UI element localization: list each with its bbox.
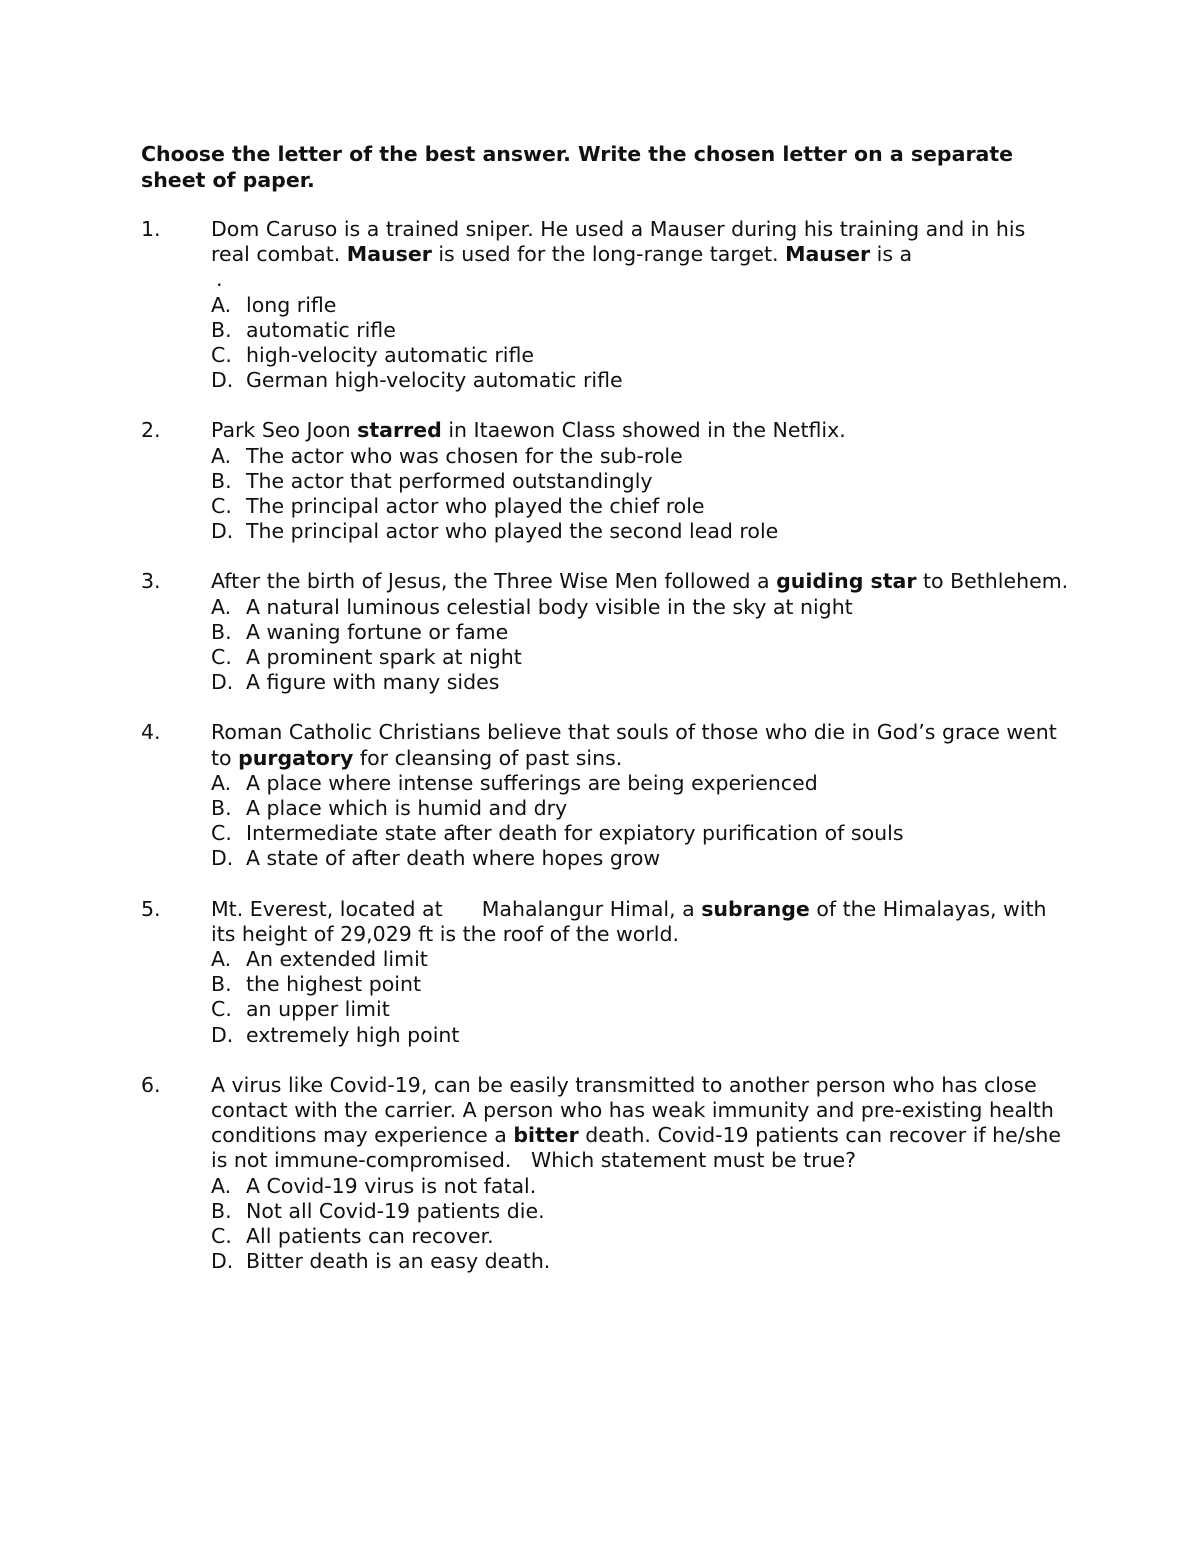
stem-text: of the Himalayas, with its height of 29,029 ft is the roof of the world. [211,896,1054,946]
option-c [211,494,1070,519]
option-text: A figure with many sides [246,670,500,695]
option-d [211,519,1070,544]
stem-text: is used for the long-range target. [431,242,786,267]
option-d [211,1249,1070,1274]
stem-text: A virus like Covid-19, can be easily transmitted to another person who has close contact with the carrier. A person who has weak immunity and pre-existing health conditions may experience a [211,1072,1061,1148]
option-text: An extended limit [246,947,428,972]
option-a [211,947,1070,972]
question-stem [141,217,1070,267]
options-list [141,595,1070,696]
option-b [211,796,1070,821]
question-number: 1. [141,217,161,241]
option-text: A waning fortune or fame [246,619,509,644]
option-d [211,670,1070,695]
option-letter: D. [211,368,234,393]
option-letter: C. [211,997,232,1022]
option-b [211,318,1070,343]
option-text: The principal actor who played the chief role [246,494,705,519]
question-4 [141,720,1070,871]
instructions-heading: Choose the letter of the best answer. Write the chosen letter on a separate sheet of paper. [141,142,1014,192]
option-text: A Covid-19 virus is not fatal. [246,1173,537,1198]
option-letter: D. [211,519,234,544]
option-letter: A. [211,594,232,619]
options-list [141,771,1070,872]
option-c [211,821,1070,846]
option-letter: A. [211,292,232,317]
options-list [141,1174,1070,1275]
answer-blank [141,267,1070,292]
option-d [211,846,1070,871]
stem-keyword: purgatory [238,745,354,770]
option-text: German high-velocity automatic rifle [246,368,623,393]
option-b [211,972,1070,997]
option-a [211,293,1070,318]
question-1 [141,217,1070,393]
option-letter: B. [211,1198,232,1223]
option-text: extremely high point [246,1022,460,1047]
option-letter: A. [211,1173,232,1198]
option-text: high-velocity automatic rifle [246,343,535,367]
option-text: The principal actor who played the second lead role [246,519,779,544]
stem-text: Dom Caruso is a trained sniper. He used a Mauser during his training and in his real combat. [211,217,1026,267]
option-d [211,368,1070,393]
option-text: long rifle [246,292,337,317]
options-list [141,947,1070,1048]
option-text: Not all Covid-19 patients die. [246,1198,545,1223]
question-stem [141,1073,1070,1174]
question-stem [141,418,1070,443]
question-6 [141,1073,1070,1275]
question-number: 5. [141,896,161,921]
option-text: an upper limit [246,997,390,1022]
option-letter: B. [211,317,232,342]
option-d [211,1023,1070,1048]
option-text: A natural luminous celestial body visible in the sky at night [246,594,853,619]
question-3 [141,569,1070,695]
question-stem [141,720,1070,770]
question-stem [141,569,1070,594]
question-text [211,418,1070,443]
options-list [141,444,1070,545]
stem-text: for cleansing of past sins. [353,745,623,770]
option-letter: B. [211,796,232,821]
option-a [211,444,1070,469]
option-letter: A. [211,443,232,468]
option-b [211,620,1070,645]
question-5 [141,897,1070,1048]
option-letter: D. [211,1249,234,1274]
question-text [211,217,1070,267]
option-letter: C. [211,343,232,367]
option-c [211,343,1070,368]
question-text [211,897,1070,947]
option-text: The actor who was chosen for the sub-role [246,443,683,468]
option-b [211,1199,1070,1224]
option-text: A place where intense sufferings are being experienced [246,770,818,795]
option-letter: C. [211,494,232,519]
question-stem [141,897,1070,947]
option-letter: D. [211,1022,234,1047]
option-text: A prominent spark at night [246,645,522,670]
stem-keyword: subrange [701,896,810,921]
blank-mark: . [216,267,223,292]
option-letter: C. [211,645,232,670]
option-letter: A. [211,770,232,795]
option-letter: C. [211,821,232,846]
options-list [141,293,1070,394]
option-text: Bitter death is an easy death. [246,1249,551,1274]
question-number: 3. [141,569,161,594]
stem-text: Park Seo Joon [211,418,358,443]
question-number: 2. [141,418,161,443]
option-c [211,645,1070,670]
option-letter: B. [211,619,232,644]
stem-keyword: starred [357,418,442,443]
option-text: The actor that performed outstandingly [246,468,653,493]
option-b [211,469,1070,494]
option-text: A place which is humid and dry [246,796,568,821]
option-a [211,1174,1070,1199]
stem-text: to Bethlehem. [916,569,1069,594]
stem-keyword: bitter [513,1123,579,1148]
option-letter: D. [211,846,234,871]
stem-text: is a [870,242,913,267]
question-text [211,1073,1070,1174]
stem-text: After the birth of Jesus, the Three Wise Men followed a [211,569,777,594]
option-text: All patients can recover. [246,1224,494,1249]
option-text: the highest point [246,972,421,997]
question-number: 6. [141,1072,161,1097]
question-text [211,720,1070,770]
stem-text: Roman Catholic Christians believe that souls of those who die in God’s grace went to [211,720,1057,770]
option-letter: B. [211,972,232,997]
question-number: 4. [141,720,161,745]
stem-keyword: Mauser [346,242,432,267]
question-2 [141,418,1070,544]
stem-text: in Itaewon Class showed in the Netflix. [441,418,846,443]
option-a [211,595,1070,620]
option-text: Intermediate state after death for expiatory purification of souls [246,821,904,846]
option-letter: C. [211,1224,232,1249]
option-text: A state of after death where hopes grow [246,846,661,871]
option-c [211,1224,1070,1249]
stem-keyword: guiding star [776,569,917,594]
option-letter: B. [211,468,232,493]
stem-text: death. Covid-19 patients can recover if he/she is not immune-compromised. Which statement must be true? [211,1123,1068,1173]
option-text: automatic rifle [246,317,396,342]
option-letter: A. [211,947,232,972]
stem-keyword: Mauser [785,242,871,267]
option-a [211,771,1070,796]
option-c [211,997,1070,1022]
option-letter: D. [211,670,234,695]
stem-text: Mt. Everest, located at Mahalangur Himal, a [211,896,702,921]
